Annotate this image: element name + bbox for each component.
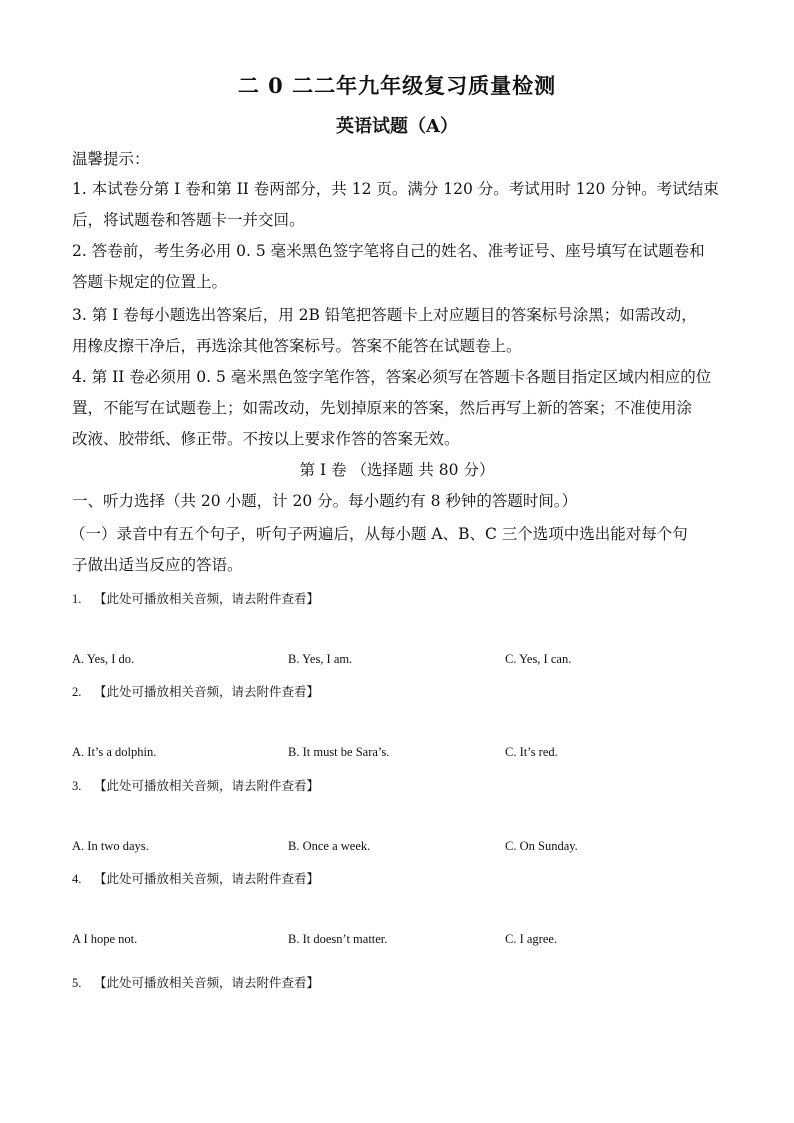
notice-line: 用橡皮擦干净后，再选涂其他答案标号。答案不能答在试题卷上。 (72, 337, 522, 355)
notice-line: 4. 第 II 卷必须用 0. 5 毫米黑色签字笔作答，答案必须写在答题卡各题目指定区域内相应的位 (72, 368, 712, 386)
notice-line: 3. 第 I 卷每小题选出答案后，用 2B 铅笔把答题卡上对应题目的答案标号涂黑；如需改动， (72, 306, 697, 324)
audio-placeholder[interactable]: 【此处可播放相关音频，请去附件查看】 (94, 592, 320, 606)
question-prompt[interactable] (72, 776, 319, 794)
option-a: A. Yes, I do. (72, 652, 135, 666)
notice-line: 1. 本试卷分第 I 卷和第 II 卷两部分，共 12 页。满分 120 分。考试用时 120 分钟。考试结束 (72, 180, 719, 198)
audio-placeholder[interactable]: 【此处可播放相关音频，请去附件查看】 (94, 872, 320, 886)
option-b: B. Once a week. (288, 839, 371, 853)
part1-heading: 第 I 卷 （选择题 共 80 分） (299, 461, 495, 479)
question-number: 3. (72, 779, 82, 793)
question-number: 4. (72, 872, 82, 886)
audio-placeholder[interactable]: 【此处可播放相关音频，请去附件查看】 (94, 779, 320, 793)
notice-line: 后，将试题卷和答题卡一并交回。 (72, 211, 305, 229)
option-a: A. It’s a dolphin. (72, 745, 157, 759)
option-c: C. Yes, I can. (505, 652, 572, 666)
question-number: 5. (72, 976, 82, 990)
question-prompt[interactable] (72, 589, 319, 607)
option-a: A I hope not. (72, 932, 138, 946)
option-c: C. It’s red. (505, 745, 558, 759)
question-prompt[interactable] (72, 682, 319, 700)
question-number: 1. (72, 592, 82, 606)
option-b: B. Yes, I am. (288, 652, 353, 666)
question-number: 2. (72, 685, 82, 699)
notice-line: 2. 答卷前，考生务必用 0. 5 毫米黑色签字笔将自己的姓名、准考证号、座号填写在试题卷和 (72, 242, 705, 260)
notice-heading: 温馨提示： (72, 150, 150, 168)
option-b: B. It doesn’t matter. (288, 932, 388, 946)
option-c: C. I agree. (505, 932, 558, 946)
notice-line: 答题卡规定的位置上。 (72, 273, 228, 291)
section-instructions: 子做出适当反应的答语。 (72, 556, 243, 574)
section-title: 一、听力选择（共 20 小题，计 20 分。每小题约有 8 秒钟的答题时间。） (72, 492, 578, 510)
exam-subtitle: 英语试题（A） (336, 116, 458, 137)
option-c: C. On Sunday. (505, 839, 578, 853)
option-b: B. It must be Sara’s. (288, 745, 390, 759)
question-prompt[interactable] (72, 869, 319, 887)
option-a: A. In two days. (72, 839, 149, 853)
audio-placeholder[interactable]: 【此处可播放相关音频，请去附件查看】 (94, 685, 320, 699)
exam-title: 二 0 二二年九年级复习质量检测 (237, 73, 557, 98)
question-prompt[interactable] (72, 973, 319, 991)
audio-placeholder[interactable]: 【此处可播放相关音频，请去附件查看】 (94, 976, 320, 990)
section-instructions: （一）录音中有五个句子，听句子两遍后，从每小题 A、B、C 三个选项中选出能对每个句 (70, 525, 688, 543)
notice-line: 置，不能写在试题卷上；如需改动，先划掉原来的答案，然后再写上新的答案；不准使用涂 (72, 399, 693, 417)
notice-line: 改液、胶带纸、修正带。不按以上要求作答的答案无效。 (72, 430, 460, 448)
